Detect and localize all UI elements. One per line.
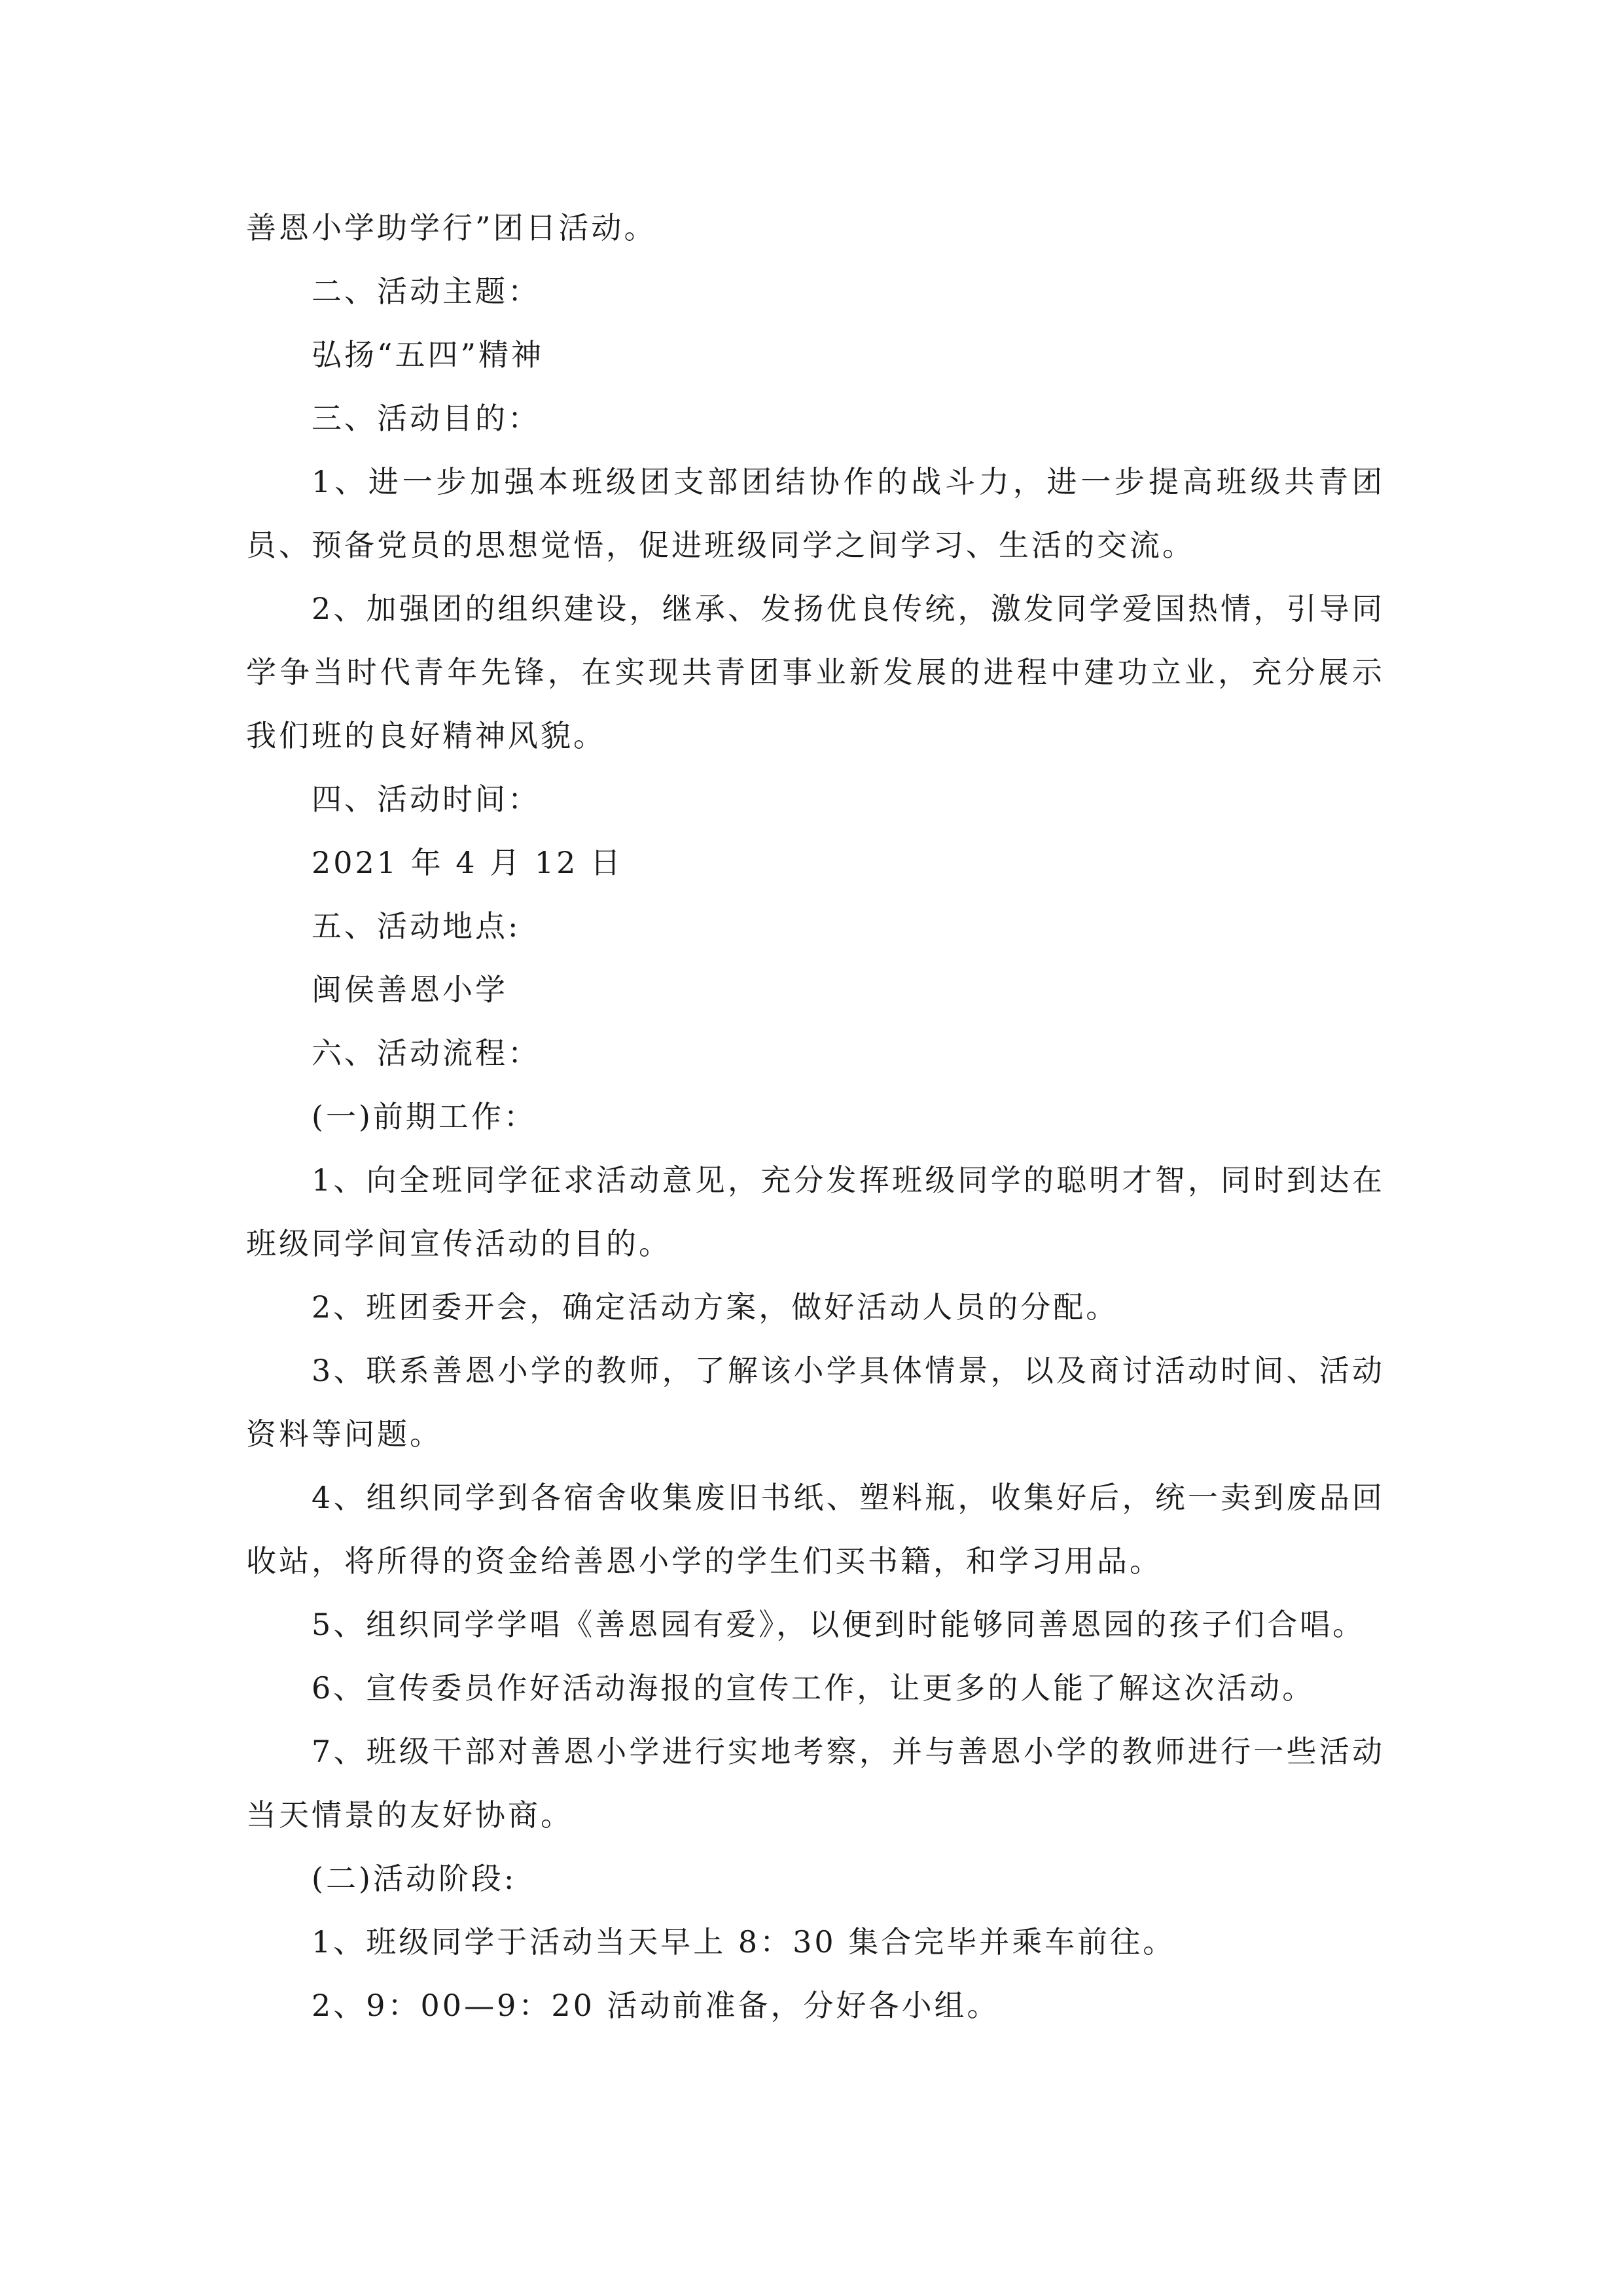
section-heading-purpose: 三、活动目的： (312, 401, 541, 436)
paragraph-intro-continuation: 善恩小学助学行”团日活动。 (246, 210, 657, 245)
preparation-item-6: 6、宣传委员作好活动海报的宣传工作，让更多的人能了解这次活动。 (312, 1670, 1315, 1706)
activity-stage-item-2: 2、9：00—9：20 活动前准备，分好各小组。 (312, 1988, 1000, 2023)
preparation-item-2: 2、班团委开会，确定活动方案，做好活动人员的分配。 (312, 1289, 1119, 1325)
section-heading-time: 四、活动时间： (312, 781, 541, 817)
document-body (246, 196, 1385, 2037)
preparation-item-7: 7、班级干部对善恩小学进行实地考察，并与善恩小学的教师进行一些活动当天情景的友好协商。 (246, 1734, 1385, 1833)
subsection-heading-preparation: (一)前期工作： (312, 1099, 537, 1134)
activity-location: 闽侯善恩小学 (312, 972, 508, 1007)
subsection-heading-activity-stage: (二)活动阶段: (312, 1861, 517, 1896)
activity-stage-item-1: 1、班级同学于活动当天早上 8：30 集合完毕并乘车前往。 (312, 1924, 1176, 1960)
preparation-item-4: 4、组织同学到各宿舍收集废旧书纸、塑料瓶，收集好后，统一卖到废品回收站，将所得的资金给善恩小学的学生们买书籍，和学习用品。 (246, 1480, 1385, 1579)
preparation-item-1: 1、向全班同学征求活动意见，充分发挥班级同学的聪明才智，同时到达在班级同学间宣传活动的目的。 (246, 1162, 1385, 1261)
preparation-item-5: 5、组织同学学唱《善恩园有爱》，以便到时能够同善恩园的孩子们合唱。 (312, 1607, 1366, 1642)
purpose-item-2: 2、加强团的组织建设，继承、发扬优良传统，激发同学爱国热情，引导同学争当时代青年先锋，在实现共青团事业新发展的进程中建功立业，充分展示我们班的良好精神风貌。 (246, 591, 1385, 753)
section-heading-location: 五、活动地点: (312, 908, 521, 944)
section-heading-theme: 二、活动主题： (312, 274, 541, 309)
preparation-item-3: 3、联系善恩小学的教师，了解该小学具体情景，以及商讨活动时间、活动资料等问题。 (246, 1353, 1385, 1452)
purpose-item-1: 1、进一步加强本班级团支部团结协作的战斗力，进一步提高班级共青团员、预备党员的思想觉悟，促进班级同学之间学习、生活的交流。 (246, 464, 1385, 563)
section-heading-process: 六、活动流程： (312, 1035, 541, 1071)
activity-date: 2021 年 4 月 12 日 (312, 845, 623, 880)
theme-text: 弘扬“五四”精神 (312, 337, 544, 372)
